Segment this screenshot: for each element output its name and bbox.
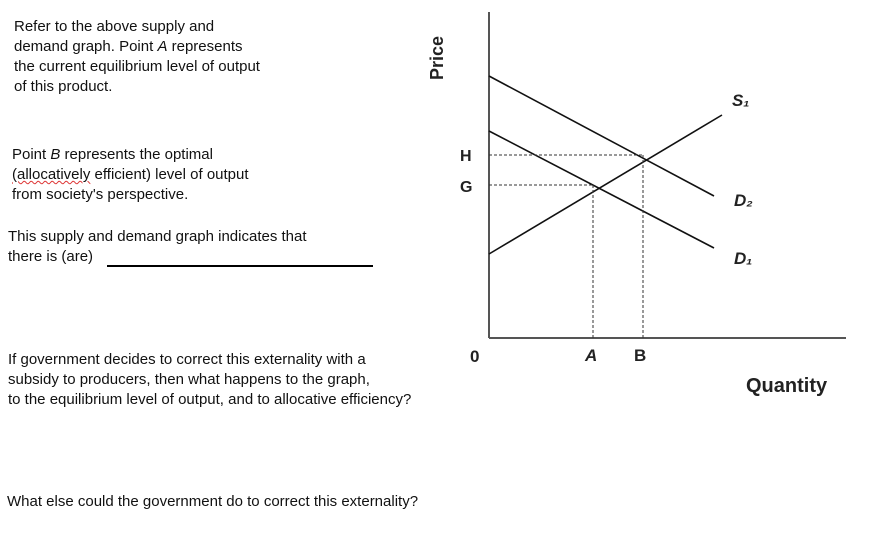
question-3 bbox=[8, 227, 388, 267]
y-tick-g: G bbox=[460, 179, 473, 196]
question-4 bbox=[8, 350, 458, 410]
x-tick-a: A bbox=[585, 346, 598, 365]
question-2 bbox=[12, 145, 302, 205]
q1-line-2: demand graph. Point A represents bbox=[14, 38, 243, 55]
spellcheck-word: (allocatively bbox=[12, 166, 91, 183]
question-1 bbox=[14, 17, 304, 97]
q4-line-2: subsidy to producers, then what happens to the graph, bbox=[8, 371, 370, 388]
x-tick-b: B bbox=[634, 346, 647, 365]
demand-curve-d1 bbox=[489, 131, 714, 248]
question-5: What else could the government do to correct this externality? bbox=[7, 493, 419, 510]
q2-line-2: (allocatively efficient) level of output bbox=[12, 166, 249, 183]
q1-line-3: the current equilibrium level of output bbox=[14, 58, 260, 75]
q3-line-2: there is (are) bbox=[8, 248, 94, 265]
series-label-d1: D₁ bbox=[734, 249, 753, 268]
series-label-s1: S₁ bbox=[732, 91, 750, 110]
answer-blank-line[interactable] bbox=[107, 265, 373, 267]
q1-line-1: Refer to the above supply and bbox=[14, 18, 215, 35]
q2-line-3: from society's perspective. bbox=[12, 186, 189, 203]
q1-line-4: of this product. bbox=[14, 78, 113, 95]
q2-line-1: Point B represents the optimal bbox=[12, 146, 213, 163]
q3-line-1: This supply and demand graph indicates that bbox=[8, 228, 307, 245]
q4-line-1: If government decides to correct this externality with a bbox=[8, 351, 366, 368]
y-axis-label: Price bbox=[427, 35, 447, 80]
q4-line-3: to the equilibrium level of output, and to allocative efficiency? bbox=[8, 391, 412, 408]
x-axis-label: Quantity bbox=[746, 375, 828, 397]
series-label-d2: D₂ bbox=[734, 191, 753, 210]
demand-curve-d2 bbox=[489, 76, 714, 196]
origin-label: 0 bbox=[470, 347, 480, 366]
supply-demand-graph bbox=[410, 0, 889, 552]
y-tick-h: H bbox=[460, 148, 472, 165]
